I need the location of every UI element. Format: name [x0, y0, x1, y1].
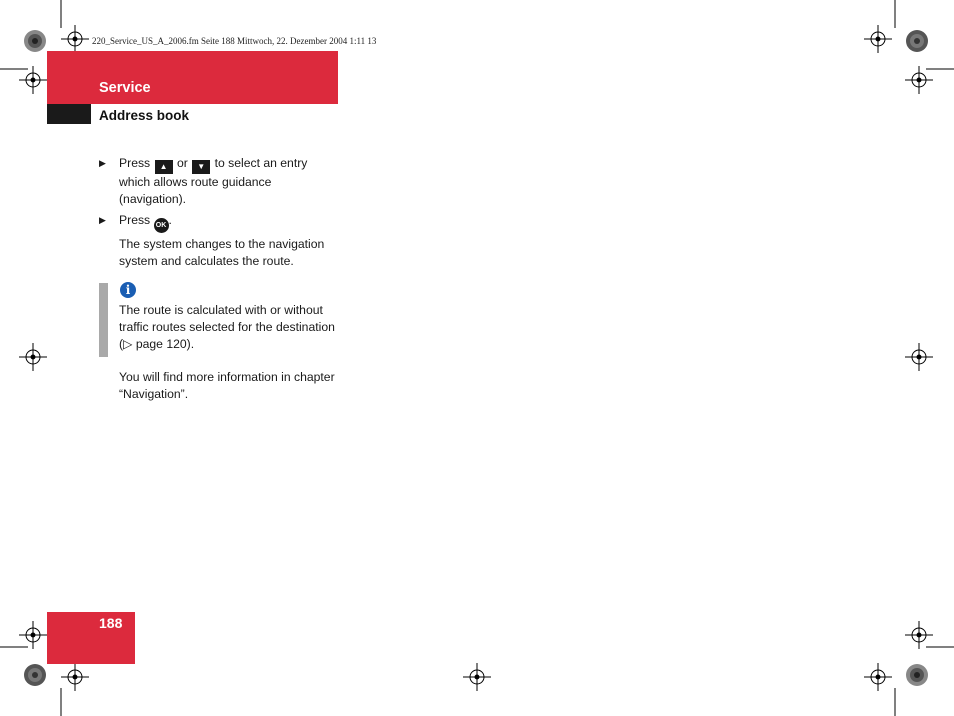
- instruction-step: [99, 155, 339, 208]
- result-text: The system changes to the navigation system and calculates the route.: [119, 237, 325, 268]
- subsection-title: Address book: [99, 108, 190, 123]
- step-text: .: [168, 213, 172, 227]
- subsection-tab: [47, 104, 91, 124]
- page-number: 188: [99, 615, 123, 631]
- step-text: to select an entry which allows route guidance (navigation).: [119, 156, 308, 206]
- crosshair-icon: [61, 25, 89, 53]
- color-target-icon: [24, 664, 46, 686]
- crosshair-icon: [864, 25, 892, 53]
- color-target-icon: [906, 30, 928, 52]
- down-arrow-key-icon: ▼: [192, 160, 210, 174]
- crosshair-icon: [905, 621, 933, 649]
- up-arrow-key-icon: ▲: [155, 160, 173, 174]
- crosshair-icon: [19, 621, 47, 649]
- instruction-step: [99, 212, 339, 233]
- file-header: 220_Service_US_A_2006.fm Seite 188 Mittwoch, 22. Dezember 2004 1:11 13: [92, 36, 377, 46]
- crosshair-group: [19, 25, 933, 691]
- bullet-arrow-icon: ▶: [99, 215, 106, 225]
- section-title: Service: [99, 80, 151, 96]
- crosshair-icon: [864, 663, 892, 691]
- step-text: Press: [119, 213, 151, 227]
- step-text: or: [176, 156, 188, 170]
- note-text: The route is calculated with or without traffic routes selected for the destination (▷ page 120).: [119, 303, 335, 351]
- note-bar: [99, 283, 108, 357]
- more-info-text: You will find more information in chapter “Navigation”.: [119, 370, 335, 401]
- bullet-arrow-icon: ▶: [99, 158, 106, 168]
- crosshair-icon: [905, 66, 933, 94]
- color-target-group: [24, 30, 928, 686]
- info-icon: i: [120, 282, 136, 298]
- ok-button-icon: OK: [154, 218, 169, 233]
- crosshair-icon: [19, 343, 47, 371]
- crosshair-icon: [61, 663, 89, 691]
- crosshair-icon: [905, 343, 933, 371]
- crosshair-icon: [463, 663, 491, 691]
- crosshair-icon: [19, 66, 47, 94]
- color-target-icon: [24, 30, 46, 52]
- color-target-icon: [906, 664, 928, 686]
- step-text: Press: [119, 156, 151, 170]
- section-header-bar: [47, 51, 338, 104]
